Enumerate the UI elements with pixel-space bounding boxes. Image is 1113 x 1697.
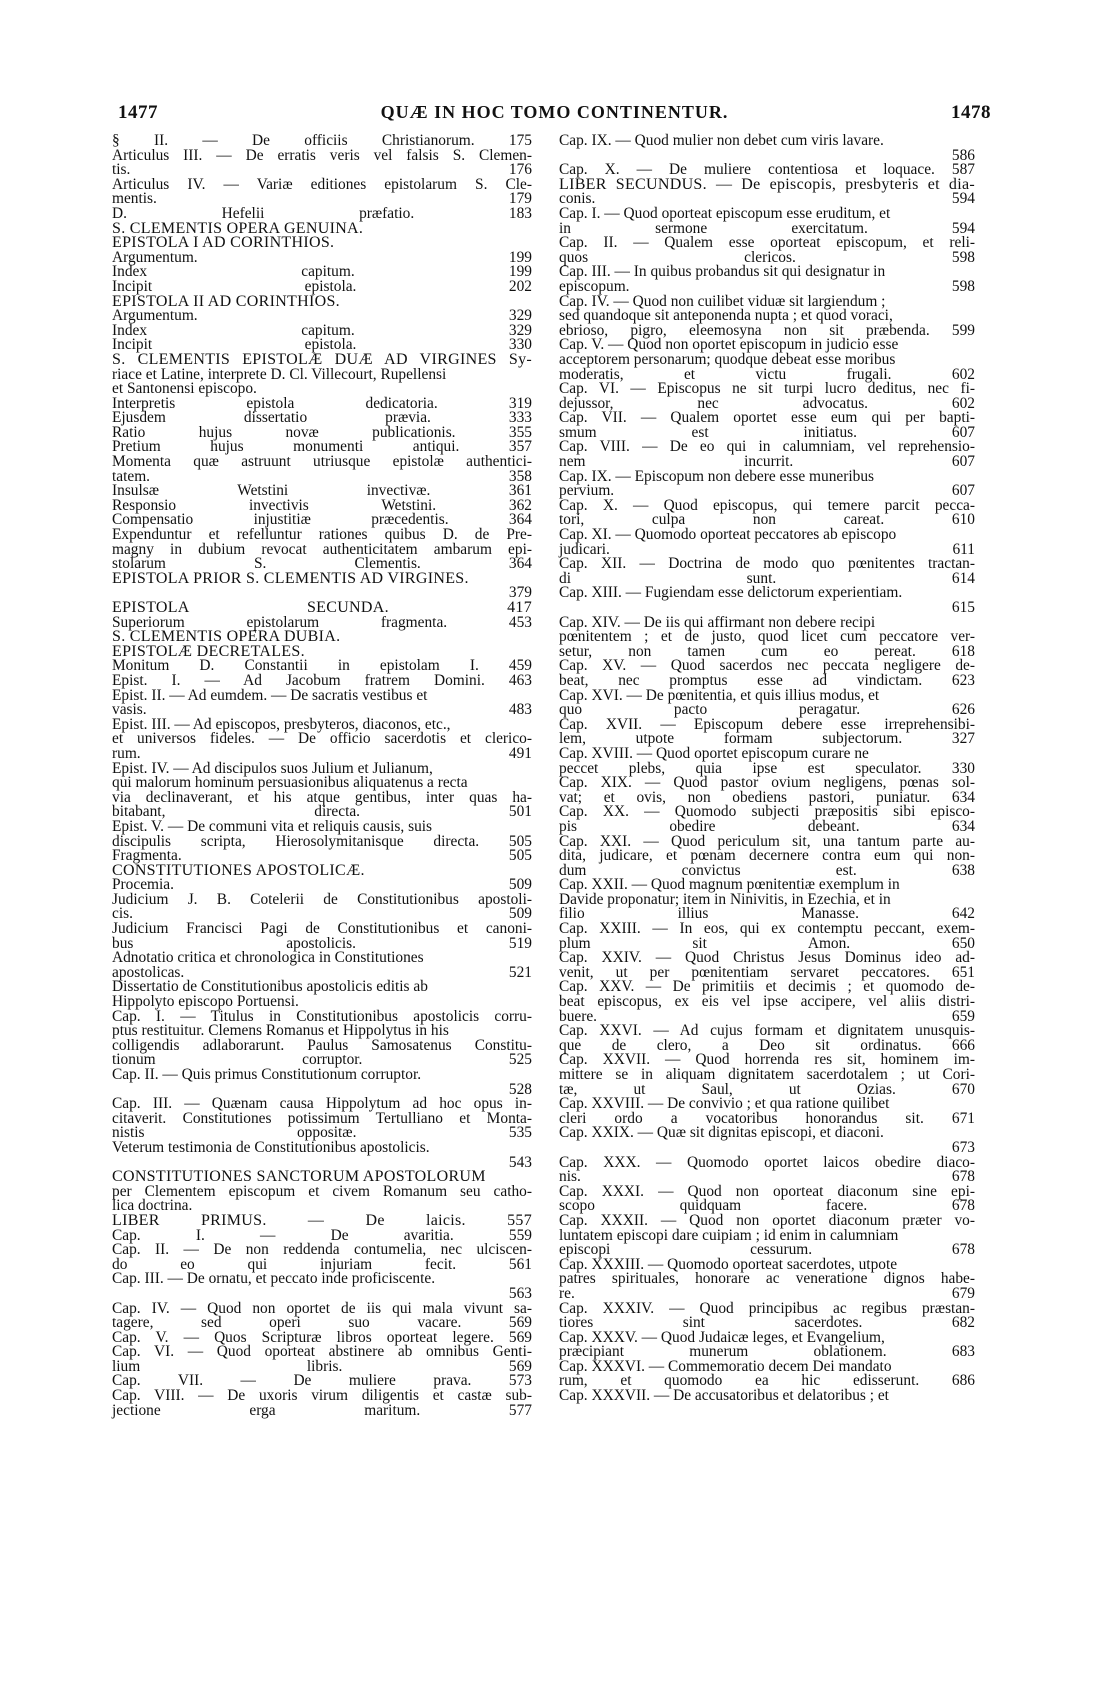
toc-line: et universos fideles. — De officio sacerdotis et clerico- bbox=[112, 730, 532, 748]
toc-line: nis. 678 bbox=[559, 1168, 975, 1186]
toc-line: Judicium J. B. Cotelerii de Constitutionibus apostoli- bbox=[112, 890, 532, 908]
toc-line: Cap. XII. — Doctrina de modo quo pœnitentes tractan- bbox=[559, 555, 975, 573]
left-column bbox=[112, 134, 532, 1418]
toc-line: jectione erga maritum. 577 bbox=[112, 1401, 532, 1419]
toc-line: pœnitentem ; et de justo, quod licet cum peccatore ver- bbox=[559, 628, 975, 646]
toc-line: Cap. III. — Quænam causa Hippolytum ad hoc opus in- bbox=[112, 1095, 532, 1113]
toc-line: Cap. VI. — Quod oporteat abstinere ab omnibus Genti- bbox=[112, 1343, 532, 1361]
toc-line: Articulus IV. — Variæ editiones epistolarum S. Cle- bbox=[112, 175, 532, 193]
toc-line: per Clementem episcopum et civem Romanum seu catho- bbox=[112, 1182, 532, 1200]
toc-line: Cap. XXXVII. — De accusatoribus et delatoribus ; et bbox=[559, 1387, 889, 1405]
toc-line: Cap. III. — De ornatu, et peccato inde proficiscente. bbox=[112, 1270, 436, 1288]
toc-line: venit, ut per pœnitentiam servaret peccatores. 651 bbox=[559, 963, 975, 981]
toc-line: Cap. VII. — Qualem oportet esse eum qui per bapti- bbox=[559, 409, 975, 427]
toc-line: cleri ordo a vocatoribus honorandus sit. 671 bbox=[559, 1109, 975, 1127]
toc-line: dejussor, nec advocatus. 602 bbox=[559, 394, 975, 412]
toc-line: tæ, ut Saul, ut Ozias. 670 bbox=[559, 1080, 975, 1098]
toc-line: Compensatio injustitiæ præcedentis. 364 bbox=[112, 511, 532, 529]
toc-line: Superiorum epistolarum fragmenta. 453 bbox=[112, 613, 532, 631]
toc-line: Responsio invectivis Wetstini. 362 bbox=[112, 496, 532, 514]
toc-line: LIBER SECUNDUS. — De episcopis, presbyteris et dia- bbox=[559, 175, 975, 193]
toc-line: Insulsæ Wetstini invectivæ. 361 bbox=[112, 482, 532, 500]
right-column bbox=[559, 134, 975, 1404]
toc-line: EPISTOLÆ DECRETALES. bbox=[112, 642, 305, 660]
toc-line: buere. 659 bbox=[559, 1007, 975, 1025]
toc-line: 543 bbox=[508, 1153, 532, 1171]
toc-line: Momenta quæ astruunt utriusque epistolæ authentici- bbox=[112, 453, 532, 471]
toc-line: Expenduntur et refelluntur rationes quibus D. de Pre- bbox=[112, 526, 532, 544]
toc-line: Cap. IV. — Quod non oportet de iis qui mala vivunt sa- bbox=[112, 1299, 532, 1317]
toc-line: Epist. V. — De communi vita et reliquis causis, suis bbox=[112, 817, 433, 835]
toc-line: pervium. 607 bbox=[559, 482, 975, 500]
toc-line: filio illius Manasse. 642 bbox=[559, 905, 975, 923]
toc-line: bitabant, directa. 501 bbox=[112, 803, 532, 821]
toc-line: stolarum S. Clementis. 364 bbox=[112, 555, 532, 573]
toc-line: mittere se in aliquam dignitatem sacerdotalem ; ut Cori- bbox=[559, 1066, 975, 1083]
toc-line: EPISTOLA PRIOR S. CLEMENTIS AD VIRGINES. bbox=[112, 569, 469, 587]
toc-line: 528 bbox=[508, 1080, 532, 1098]
toc-line: quos clericos. 598 bbox=[559, 248, 975, 266]
toc-line: tionum corruptor. 525 bbox=[112, 1051, 532, 1069]
toc-line: Procemia. 509 bbox=[112, 876, 532, 894]
toc-line: Veterum testimonia de Constitutionibus apostolicis. bbox=[112, 1138, 430, 1156]
toc-line: dita, judicare, et pœnam decernere contra eum qui non- bbox=[559, 847, 975, 865]
toc-line: Cap. XV. — Quod sacerdos nec peccata negligere de- bbox=[559, 657, 975, 675]
toc-line: di sunt. 614 bbox=[559, 569, 975, 587]
toc-line: Cap. XX. — Quomodo subjecti præpositis sibi episco- bbox=[559, 803, 975, 821]
toc-line: Argumentum. 199 bbox=[112, 248, 532, 266]
toc-line: tori, culpa non careat. 610 bbox=[559, 511, 975, 529]
toc-line: Ejusdem dissertatio prævia. 333 bbox=[112, 409, 532, 427]
toc-line: Cap. II. — De non reddenda contumelia, nec ulciscen- bbox=[112, 1241, 532, 1259]
toc-line: Cap. XIII. — Fugiendam esse delictorum experientiam. bbox=[559, 584, 903, 602]
toc-line: lem, utpote formam subjectorum. 327 bbox=[559, 730, 975, 748]
toc-line: 615 bbox=[951, 599, 975, 616]
toc-line: Cap. XXX. — Quomodo oportet laicos obedire diaco- bbox=[559, 1153, 975, 1171]
toc-line: Cap. XXVI. — Ad cujus formam et dignitatem unusquis- bbox=[559, 1022, 975, 1040]
toc-line: vat; et ovis, non obediens pastori, puniatur. 634 bbox=[559, 788, 975, 806]
toc-line: apostolicas. 521 bbox=[112, 963, 532, 981]
running-title: QUÆ IN HOC TOMO CONTINENTUR. bbox=[380, 102, 729, 122]
toc-line: EPISTOLA I AD CORINTHIOS. bbox=[112, 234, 335, 252]
toc-line: Cap. XXV. — De primitiis et decimis ; et quomodo de- bbox=[559, 978, 975, 996]
toc-line: Cap. VII. — De muliere prava. 573 bbox=[112, 1372, 532, 1390]
toc-line: rum. 491 bbox=[112, 744, 532, 762]
toc-line: Davide proponatur; item in Ninivitis, in Ezechia, et in bbox=[559, 890, 891, 908]
toc-line: Monitum D. Constantii in epistolam I. 459 bbox=[112, 657, 532, 675]
toc-line: beat episcopus, ex eis vel ipse accipere, vel aliis distri- bbox=[559, 993, 975, 1011]
toc-line: rum, et quomodo ea hic edisserunt. 686 bbox=[559, 1372, 975, 1390]
toc-line: Ratio hujus novæ publicationis. 355 bbox=[112, 423, 532, 441]
toc-line: episcopum. 598 bbox=[559, 277, 975, 295]
toc-line: scopo quidquam facere. 678 bbox=[559, 1197, 975, 1215]
toc-line: vasis. 483 bbox=[112, 701, 532, 719]
toc-line: Hippolyto episcopo Portuensi. bbox=[112, 993, 299, 1011]
toc-line: nem incurrit. 607 bbox=[559, 453, 975, 471]
toc-line: S. CLEMENTIS OPERA GENUINA. bbox=[112, 219, 364, 237]
toc-line: qui malorum hominum persuasionibus aliquatenus a recta bbox=[112, 774, 468, 792]
toc-line: Interpretis epistola dedicatoria. 319 bbox=[112, 394, 532, 412]
toc-line: tatem. 358 bbox=[112, 467, 532, 485]
toc-line: que de clero, a Deo sit ordinatus. 666 bbox=[559, 1036, 975, 1054]
toc-line: Cap. I. — De avaritia. 559 bbox=[112, 1226, 532, 1244]
toc-line: Dissertatio de Constitutionibus apostolicis editis ab bbox=[112, 978, 428, 996]
toc-line: colligendis adlaborarunt. Paulus Samosatenus Constitu- bbox=[112, 1036, 532, 1054]
toc-line: Argumentum. 329 bbox=[112, 307, 532, 325]
toc-line: Index capitum. 329 bbox=[112, 321, 532, 339]
toc-line: discipulis scripta, Hierosolymitanisque directa. 505 bbox=[112, 832, 532, 850]
toc-line: Cap. I. — Titulus in Constitutionibus apostolicis corru- bbox=[112, 1007, 532, 1025]
toc-line: nistis oppositæ. 535 bbox=[112, 1124, 532, 1142]
toc-line: præcipiant munerum oblationem. 683 bbox=[559, 1343, 975, 1361]
toc-line: tagere, sed operi suo vacare. 569 bbox=[112, 1314, 532, 1332]
toc-line: mentis. 179 bbox=[112, 190, 532, 208]
toc-line: tis. 176 bbox=[112, 161, 532, 179]
toc-line: cis. 509 bbox=[112, 905, 532, 923]
toc-line: 563 bbox=[508, 1284, 532, 1302]
toc-line: Cap. X. — Quod episcopus, qui temere parcit pecca- bbox=[559, 496, 975, 514]
toc-line: Cap. VI. — Episcopus ne sit turpi lucro deditus, nec fi- bbox=[559, 380, 975, 398]
toc-line: riace et Latine, interprete D. Cl. Villecourt, Rupellensi bbox=[112, 365, 447, 383]
left-page-number: 1477 bbox=[118, 102, 158, 123]
toc-line: Cap. III. — In quibus probandus sit qui designatur in bbox=[559, 263, 886, 281]
toc-line: Incipit epistola. 330 bbox=[112, 336, 532, 354]
toc-line: setur, non tamen cum eo pereat. 618 bbox=[559, 642, 975, 660]
toc-line: EPISTOLA SECUNDA. 417 bbox=[112, 599, 532, 616]
toc-line: Cap. V. — Quod non oportet episcopum in judicio esse bbox=[559, 336, 899, 354]
toc-line: Cap. XXIV. — Quod Christus Jesus Dominus ideo ad- bbox=[559, 949, 975, 967]
right-page-number: 1478 bbox=[951, 102, 991, 123]
toc-line: Articulus III. — De erratis veris vel falsis S. Clemen- bbox=[112, 146, 532, 164]
toc-line: magny in dubium revocat authenticitatem ambarum epi- bbox=[112, 540, 532, 558]
toc-line: Cap. IV. — Quod non cuilibet viduæ sit largiendum ; bbox=[559, 292, 886, 310]
toc-line: patres spirituales, honorare ac veneratione dignos habe- bbox=[559, 1270, 975, 1288]
toc-line: Cap. II. — Qualem esse oporteat episcopum, et reli- bbox=[559, 234, 975, 252]
toc-line: Judicium Francisci Pagi de Constitutionibus et canoni- bbox=[112, 920, 532, 938]
toc-line: Cap. XXXVI. — Commemoratio decem Dei mandato bbox=[559, 1357, 892, 1375]
toc-line: Cap. VIII. — De uxoris virum diligentis et castæ sub- bbox=[112, 1387, 532, 1405]
toc-line: Epist. I. — Ad Jacobum fratrem Domini. 463 bbox=[112, 671, 532, 689]
toc-line: Cap. XI. — Quomodo oporteat peccatores ab episcopo bbox=[559, 526, 897, 544]
toc-line: Cap. XXXIV. — Quod principibus ac regibus præstan- bbox=[559, 1299, 975, 1317]
toc-line: 673 bbox=[951, 1138, 975, 1156]
toc-line: luntatem episcopi dare cuipiam ; id enim in calumniam bbox=[559, 1226, 899, 1244]
toc-line: plum sit Amon. 650 bbox=[559, 934, 975, 952]
toc-line: via declinaverant, et his atque gentibus, inter quas ha- bbox=[112, 788, 532, 806]
running-header bbox=[118, 102, 991, 128]
toc-line: LIBER PRIMUS. — De laicis. 557 bbox=[112, 1211, 532, 1229]
toc-line: sed quandoque sit anteponenda nupta ; et quod voraci, bbox=[559, 307, 893, 325]
toc-line: Cap. XXIII. — In eos, qui ex contemptu peccant, exem- bbox=[559, 920, 975, 938]
toc-line: Cap. XXVIII. — De convivio ; et qua ratione quilibet bbox=[559, 1095, 890, 1113]
toc-line: lium libris. 569 bbox=[112, 1357, 532, 1375]
toc-line: re. 679 bbox=[559, 1284, 975, 1302]
toc-line: Cap. I. — Quod oporteat episcopum esse eruditum, et bbox=[559, 204, 891, 222]
toc-line: Cap. V. — Quos Scripturæ libros oporteat legere. 569 bbox=[112, 1328, 532, 1346]
toc-line: ptus restituitur. Clemens Romanus et Hippolytus in his bbox=[112, 1022, 449, 1040]
toc-line: Cap. XXXIII. — Quomodo oporteat sacerdotes, utpote bbox=[559, 1255, 898, 1273]
toc-line: Cap. XXXII. — Quod non oportet diaconum præter vo- bbox=[559, 1211, 975, 1229]
toc-line: S. CLEMENTIS OPERA DUBIA. bbox=[112, 628, 341, 646]
toc-line: et Santonensi episcopo. bbox=[112, 380, 257, 398]
toc-line: Cap. XVIII. — Quod oportet episcopum curare ne bbox=[559, 744, 869, 762]
toc-line: Cap. XXXI. — Quod non oporteat diaconum sine epi- bbox=[559, 1182, 975, 1200]
toc-line: Cap. XVII. — Episcopum debere esse irreprehensibi- bbox=[559, 715, 975, 733]
toc-line: acceptorem personarum; quodque debeat esse moribus bbox=[559, 350, 896, 368]
toc-line: moderatis, et victu frugali. 602 bbox=[559, 365, 975, 383]
toc-line: conis. 594 bbox=[559, 190, 975, 208]
toc-line: Pretium hujus monumenti antiqui. 357 bbox=[112, 438, 532, 456]
toc-line: Cap. II. — Quis primus Constitutionum corruptor. bbox=[112, 1066, 422, 1083]
toc-line: Cap. X. — De muliere contentiosa et loquace. 587 bbox=[559, 161, 975, 179]
toc-line: EPISTOLA II AD CORINTHIOS. bbox=[112, 292, 340, 310]
toc-line: bus apostolicis. 519 bbox=[112, 934, 532, 952]
toc-line: quo pacto peragatur. 626 bbox=[559, 701, 975, 719]
toc-line: Cap. XXI. — Quod periculum sit, una tantum parte au- bbox=[559, 832, 975, 850]
toc-line: S. CLEMENTIS EPISTOLÆ DUÆ AD VIRGINES Sy- bbox=[112, 350, 532, 368]
toc-line: tiores sint sacerdotes. 682 bbox=[559, 1314, 975, 1332]
toc-line: Cap. XVI. — De pœnitentia, et quis illius modus, et bbox=[559, 686, 880, 704]
toc-line: Cap. XXXV. — Quod Judaicæ leges, et Evangelium, bbox=[559, 1328, 885, 1346]
toc-line: Cap. XIV. — De iis qui affirmant non debere recipi bbox=[559, 613, 876, 631]
toc-line: dum convictus est. 638 bbox=[559, 861, 975, 879]
toc-line: lica doctrina. bbox=[112, 1197, 193, 1215]
toc-line: episcopi cessurum. 678 bbox=[559, 1241, 975, 1259]
toc-line: judicari. 611 bbox=[559, 540, 975, 558]
toc-line: Incipit epistola. 202 bbox=[112, 277, 532, 295]
toc-line: Cap. IX. — Episcopum non debere esse muneribus bbox=[559, 467, 875, 485]
toc-line: Fragmenta. 505 bbox=[112, 847, 532, 865]
toc-line: in sermone exercitatum. 594 bbox=[559, 219, 975, 237]
toc-line: CONSTITUTIONES APOSTOLICÆ. bbox=[112, 861, 365, 879]
toc-line: citaverit. Constitutiones potissimum Tertulliano et Monta- bbox=[112, 1109, 532, 1127]
toc-line: Cap. XIX. — Quod pastor ovium negligens, pœnas sol- bbox=[559, 774, 975, 792]
toc-line: 379 bbox=[508, 584, 532, 602]
toc-line: ebrioso, pigro, eleemosyna non sit præbenda. 599 bbox=[559, 321, 975, 339]
toc-line: smum est initiatus. 607 bbox=[559, 423, 975, 441]
toc-line: D. Hefelii præfatio. 183 bbox=[112, 204, 532, 222]
toc-line: Cap. XXII. — Quod magnum pœnitentiæ exemplum in bbox=[559, 876, 900, 894]
toc-line: Adnotatio critica et chronologica in Constitutiones bbox=[112, 949, 424, 967]
toc-line: Cap. XXVII. — Quod horrenda res sit, hominem im- bbox=[559, 1051, 975, 1069]
toc-line: Epist. II. — Ad eumdem. — De sacratis vestibus et bbox=[112, 686, 428, 704]
toc-line: § II. — De officiis Christianorum. 175 bbox=[112, 132, 532, 149]
toc-line: Index capitum. 199 bbox=[112, 263, 532, 281]
toc-line: Epist. IV. — Ad discipulos suos Julium et Julianum, bbox=[112, 759, 433, 777]
toc-line: beat, nec promptus esse ad vindictam. 623 bbox=[559, 671, 975, 689]
toc-line: Cap. IX. — Quod mulier non debet cum viris lavare. bbox=[559, 132, 884, 149]
toc-line: pis obedire debeant. 634 bbox=[559, 817, 975, 835]
toc-line: Cap. VIII. — De eo qui in calumniam, vel reprehensio- bbox=[559, 438, 975, 456]
toc-line: CONSTITUTIONES SANCTORUM APOSTOLORUM bbox=[112, 1168, 486, 1186]
toc-line: do eo qui injuriam fecit. 561 bbox=[112, 1255, 532, 1273]
toc-line: Epist. III. — Ad episcopos, presbyteros, diaconos, etc., bbox=[112, 715, 451, 733]
toc-line: 586 bbox=[951, 146, 975, 164]
toc-line: Cap. XXIX. — Quæ sit dignitas episcopi, et diaconi. bbox=[559, 1124, 884, 1142]
toc-line: peccet plebs, quia ipse est speculator. 330 bbox=[559, 759, 975, 777]
